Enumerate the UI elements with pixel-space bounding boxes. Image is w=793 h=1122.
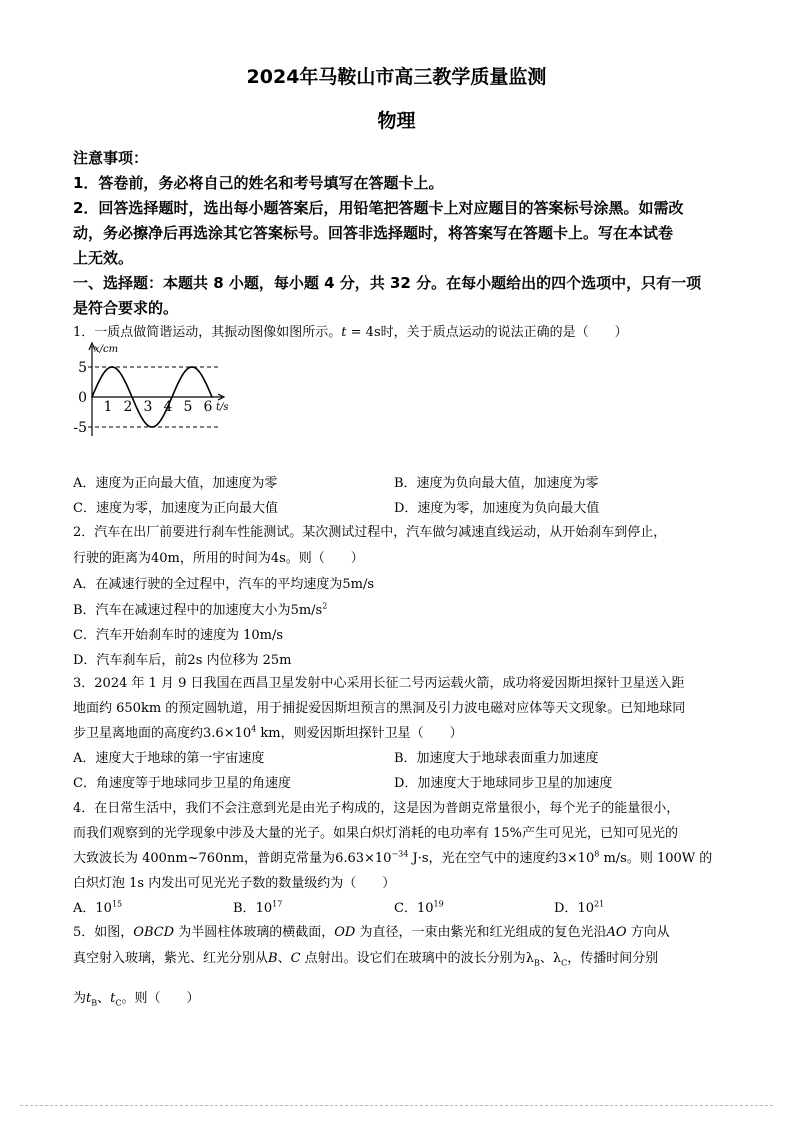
x-tick-label: 6: [203, 399, 213, 415]
q2-option-c: C．汽车开始刹车时的速度为 10m/s: [73, 628, 283, 643]
q4-option-b: B．$10^{17}$: [233, 899, 283, 916]
x-tick-label: 4: [163, 399, 173, 415]
q2-stem: 2．汽车在出厂前要进行刹车性能测试。某次测试过程中，汽车做匀减速直线运动，从开始刹车到停止，: [73, 525, 667, 540]
q4-stem: 4．在日常生活中，我们不会注意到光是由光子构成的，这是因为普朗克常量很小，每个光子的能量很小，: [73, 801, 680, 816]
q4-stem-cont3: 白炽灯泡 1s 内发出可见光光子数的数量级约为（ ）: [73, 876, 396, 891]
notice-item: 上无效。: [73, 249, 134, 267]
q1-option-c: C．速度为零，加速度为正向最大值: [73, 501, 278, 516]
q4-option-a: A．$10^{15}$: [73, 899, 123, 916]
q3-option-c: C．角速度等于地球同步卫星的角速度: [73, 776, 291, 791]
q3-stem: 3．2024 年 1 月 9 日我国在西昌卫星发射中心采用长征二号丙运载火箭，成功将爱因斯坦探针卫星送入距: [73, 676, 685, 691]
data-point: [151, 426, 153, 428]
x-tick-label: 5: [183, 399, 193, 415]
q1-option-b: B．速度为负向最大值，加速度为零: [394, 476, 599, 491]
q4-stem-cont2: 大致波长为 400nm~760nm，普朗克常量为$6.63\times 10^{-34}$ J·s，光在空气中的速度约$3\times 10^8$ m/s。则 100W 的: [73, 849, 713, 866]
q1-option-d: D．速度为零，加速度为负向最大值: [394, 501, 600, 516]
q2-option-b: B．汽车在减速过程中的加速度大小为$5m/s^2$: [73, 601, 328, 618]
notice-heading: 注意事项：: [73, 149, 149, 167]
data-point: [191, 366, 193, 368]
q3-option-d: D．加速度大于地球同步卫星的加速度: [394, 776, 613, 791]
subject-title: 物理: [377, 110, 416, 132]
q3-stem-cont2: 步卫星离地面的高度约$3.6\times 10^4$ km，则爱因斯坦探针卫星（ ）: [73, 724, 463, 741]
data-point: [211, 396, 213, 398]
notice-item: 2．回答选择题时，选出每小题答案后，用铅笔把答题卡上对应题目的答案标号涂黑。如需改: [73, 199, 684, 217]
q1-stem: 1．一质点做简谐运动，其振动图像如图所示。t = 4s时，关于质点运动的说法正确的是（ ）: [73, 325, 628, 340]
data-point: [111, 366, 113, 368]
y-tick-label: 0: [78, 390, 87, 406]
y-tick-label: 5: [78, 360, 87, 376]
x-tick-label: 2: [123, 399, 133, 415]
x-tick-label: 3: [143, 399, 153, 415]
q5-stem-cont2: 为$t_B$、$t_C$。则（ ）: [73, 991, 200, 1008]
x-axis-label: t/s: [216, 402, 229, 413]
q2-option-a: A．在减速行驶的全过程中，汽车的平均速度为5m/s: [73, 577, 375, 592]
section-heading-cont: 是符合要求的。: [73, 299, 179, 317]
data-point: [131, 396, 133, 398]
q4-stem-cont: 而我们观察到的光学现象中涉及大量的光子。如果白炽灯消耗的电功率有 15%产生可见光，已知可见光的: [73, 826, 679, 841]
q1-vibration-chart: [70, 340, 240, 445]
q1-option-a: A．速度为正向最大值，加速度为零: [73, 476, 278, 491]
q4-option-d: D．$10^{21}$: [554, 899, 605, 916]
q5-stem: 5．如图，OBCD 为半圆柱体玻璃的横截面，OD 为直径，一束由紫光和红光组成的复色光沿AO 方向从: [73, 925, 670, 940]
q5-stem-cont: 真空射入玻璃，紫光、红光分别从B、C 点射出。设它们在玻璃中的波长分别为$\lambda_B$、$\lambda_C$，传播时间分别: [73, 951, 659, 968]
x-tick-label: 1: [103, 399, 113, 415]
data-point: [171, 396, 173, 398]
q3-option-b: B．加速度大于地球表面重力加速度: [394, 751, 599, 766]
y-tick-label: -5: [73, 420, 87, 436]
q2-stem-cont: 行驶的距离为40m，所用的时间为4s。则（ ）: [73, 551, 364, 566]
page-bottom-divider: [20, 1105, 773, 1106]
q4-option-c: C．$10^{19}$: [394, 899, 444, 916]
q2-option-d: D．汽车刹车后，前2s 内位移为 25m: [73, 653, 292, 668]
q3-option-a: A．速度大于地球的第一宇宙速度: [73, 751, 265, 766]
notice-item: 动，务必擦净后再选涂其它答案标号。回答非选择题时，将答案写在答题卡上。写在本试卷: [73, 224, 674, 242]
page-title: 2024年马鞍山市高三教学质量监测: [246, 66, 547, 88]
data-point: [91, 396, 93, 398]
notice-item: 1．答卷前，务必将自己的姓名和考号填写在答题卡上。: [73, 174, 444, 192]
q3-stem-cont: 地面约 650km 的预定圆轨道，用于捕捉爱因斯坦预言的黑洞及引力波电磁对应体等天文现象。已知地球同: [73, 701, 686, 716]
y-axis-label: x/cm: [94, 344, 119, 355]
section-heading: 一、选择题：本题共 8 小题，每小题 4 分，共 32 分。在每小题给出的四个选项中，只有一项: [73, 274, 702, 292]
